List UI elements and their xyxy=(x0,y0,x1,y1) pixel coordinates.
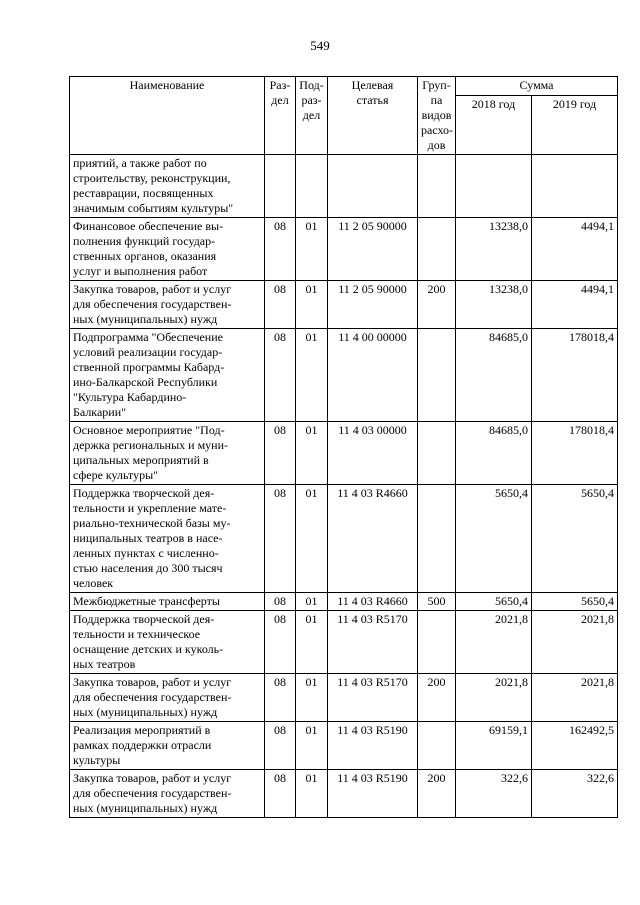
row-subsection: 01 xyxy=(296,770,328,818)
row-2018: 69159,1 xyxy=(456,722,532,770)
row-name: Закупка товаров, работ и услуг для обеспечения государствен- ных (муниципальных) нужд xyxy=(70,674,265,722)
row-section: 08 xyxy=(265,722,296,770)
row-section: 08 xyxy=(265,329,296,422)
row-2018: 84685,0 xyxy=(456,329,532,422)
row-section: 08 xyxy=(265,770,296,818)
row-group: 200 xyxy=(418,674,456,722)
row-target: 11 2 05 90000 xyxy=(328,218,418,281)
row-2019: 178018,4 xyxy=(532,422,618,485)
header-name: Наименование xyxy=(70,77,265,155)
row-target: 11 4 03 R5170 xyxy=(328,674,418,722)
header-target: Целевая статья xyxy=(328,77,418,155)
row-section xyxy=(265,155,296,218)
row-subsection: 01 xyxy=(296,422,328,485)
row-section: 08 xyxy=(265,593,296,611)
row-group xyxy=(418,722,456,770)
row-name: Закупка товаров, работ и услуг для обеспечения государствен- ных (муниципальных) нужд xyxy=(70,281,265,329)
row-2018: 2021,8 xyxy=(456,674,532,722)
row-target: 11 4 03 00000 xyxy=(328,422,418,485)
budget-table xyxy=(69,76,618,818)
row-name: Финансовое обеспечение вы- полнения функций государ- ственных органов, оказания услуг и выполнения работ xyxy=(70,218,265,281)
row-target xyxy=(328,155,418,218)
table-row xyxy=(70,674,618,722)
header-2018: 2018 год xyxy=(456,96,532,155)
row-subsection: 01 xyxy=(296,485,328,593)
row-2019 xyxy=(532,155,618,218)
table-row xyxy=(70,155,618,218)
row-name: приятий, а также работ по строительству, реконструкции, реставрации, посвященных значимым событиям культуры" xyxy=(70,155,265,218)
page-number: 549 xyxy=(310,38,330,53)
row-group xyxy=(418,485,456,593)
row-target: 11 4 03 R5170 xyxy=(328,611,418,674)
row-subsection xyxy=(296,155,328,218)
row-group: 500 xyxy=(418,593,456,611)
row-group xyxy=(418,155,456,218)
row-target: 11 4 03 R4660 xyxy=(328,485,418,593)
row-subsection: 01 xyxy=(296,674,328,722)
row-group xyxy=(418,611,456,674)
table-row xyxy=(70,770,618,818)
row-2018: 322,6 xyxy=(456,770,532,818)
row-2019: 2021,8 xyxy=(532,611,618,674)
table-row xyxy=(70,329,618,422)
row-2019: 2021,8 xyxy=(532,674,618,722)
table-row xyxy=(70,593,618,611)
row-2019: 322,6 xyxy=(532,770,618,818)
row-section: 08 xyxy=(265,422,296,485)
row-2019: 178018,4 xyxy=(532,329,618,422)
row-section: 08 xyxy=(265,218,296,281)
row-target: 11 4 03 R4660 xyxy=(328,593,418,611)
table-row xyxy=(70,281,618,329)
row-subsection: 01 xyxy=(296,611,328,674)
row-2018: 2021,8 xyxy=(456,611,532,674)
row-2018: 84685,0 xyxy=(456,422,532,485)
table-row xyxy=(70,611,618,674)
row-2018: 5650,4 xyxy=(456,485,532,593)
row-section: 08 xyxy=(265,281,296,329)
row-name: Межбюджетные трансферты xyxy=(70,593,265,611)
row-subsection: 01 xyxy=(296,281,328,329)
row-name: Подпрограмма "Обеспечение условий реализации государ- ственной программы Кабард- ино-Балкарской Республики "Культура Кабардино- Балкарии" xyxy=(70,329,265,422)
row-name: Основное мероприятие "Под- держка региональных и муни- ципальных мероприятий в сфере культуры" xyxy=(70,422,265,485)
header-subsection: Под- раз- дел xyxy=(296,77,328,155)
header-group: Груп- па видов расхо- дов xyxy=(418,77,456,155)
row-subsection: 01 xyxy=(296,218,328,281)
row-group xyxy=(418,422,456,485)
table-row xyxy=(70,722,618,770)
table-row xyxy=(70,485,618,593)
header-section: Раз- дел xyxy=(265,77,296,155)
row-group: 200 xyxy=(418,281,456,329)
row-group: 200 xyxy=(418,770,456,818)
row-name: Поддержка творческой дея- тельности и техническое оснащение детских и куколь- ных театров xyxy=(70,611,265,674)
row-section: 08 xyxy=(265,485,296,593)
row-2018: 13238,0 xyxy=(456,218,532,281)
row-subsection: 01 xyxy=(296,722,328,770)
row-group xyxy=(418,329,456,422)
header-2019: 2019 год xyxy=(532,96,618,155)
row-2019: 5650,4 xyxy=(532,485,618,593)
row-2019: 4494,1 xyxy=(532,218,618,281)
row-2019: 162492,5 xyxy=(532,722,618,770)
row-subsection: 01 xyxy=(296,593,328,611)
row-subsection: 01 xyxy=(296,329,328,422)
table-body xyxy=(70,155,618,818)
row-target: 11 4 00 00000 xyxy=(328,329,418,422)
table-row xyxy=(70,218,618,281)
row-target: 11 4 03 R5190 xyxy=(328,722,418,770)
table-row xyxy=(70,422,618,485)
row-section: 08 xyxy=(265,674,296,722)
row-2019: 5650,4 xyxy=(532,593,618,611)
header-sum: Сумма xyxy=(456,77,618,96)
row-name: Поддержка творческой дея- тельности и укрепление мате- риально-технической базы му- ниципальных театров в насе- ленных пунктах с численно- стью населения до 300 тысяч человек xyxy=(70,485,265,593)
row-target: 11 4 03 R5190 xyxy=(328,770,418,818)
row-group xyxy=(418,218,456,281)
row-name: Закупка товаров, работ и услуг для обеспечения государствен- ных (муниципальных) нужд xyxy=(70,770,265,818)
row-2019: 4494,1 xyxy=(532,281,618,329)
row-2018: 5650,4 xyxy=(456,593,532,611)
row-2018 xyxy=(456,155,532,218)
row-name: Реализация мероприятий в рамках поддержки отрасли культуры xyxy=(70,722,265,770)
row-target: 11 2 05 90000 xyxy=(328,281,418,329)
row-section: 08 xyxy=(265,611,296,674)
row-2018: 13238,0 xyxy=(456,281,532,329)
